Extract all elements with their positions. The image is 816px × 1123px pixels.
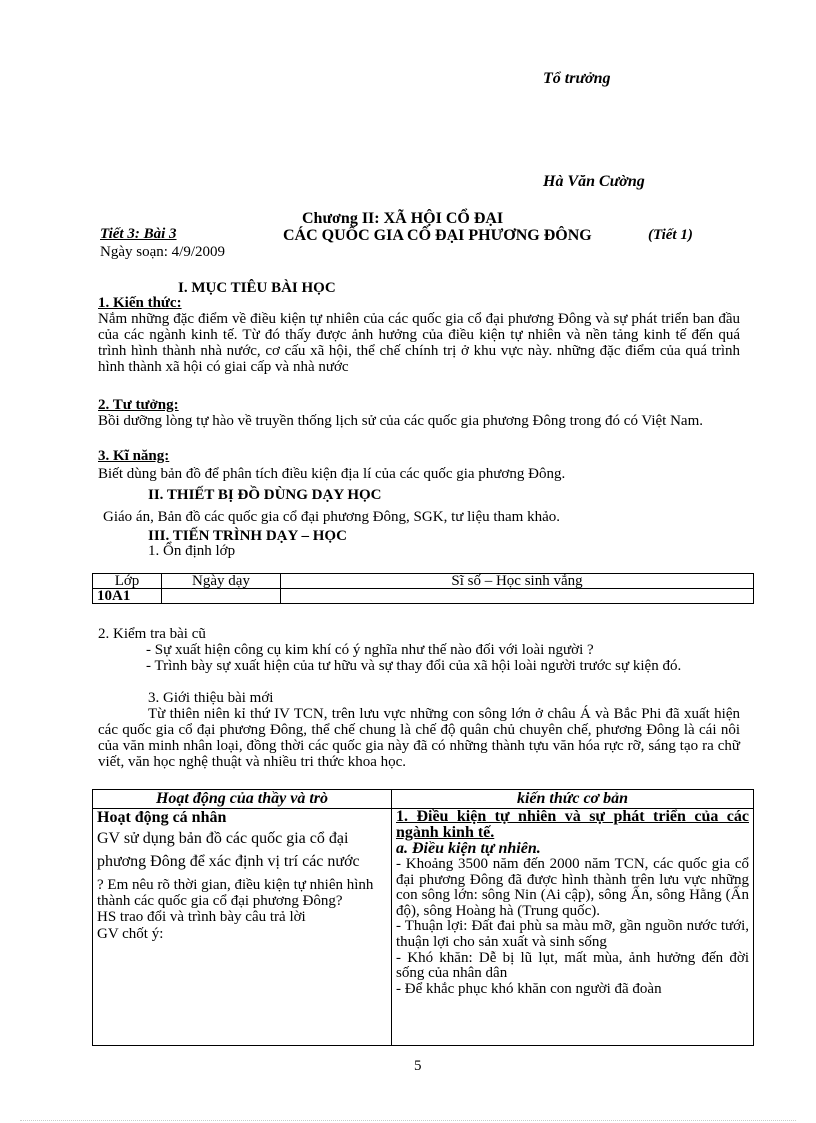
activity-column-header: Hoạt động của thầy và trò — [93, 790, 392, 809]
knowledge-subtitle: a. Điều kiện tự nhiên. — [396, 840, 541, 857]
table-row — [93, 809, 754, 1046]
thought-heading: 2. Tư tưởng: — [98, 397, 179, 413]
cell-date — [162, 589, 281, 604]
step1-heading: 1. Ổn định lớp — [148, 543, 236, 559]
table-row — [93, 589, 754, 604]
activity-title: Hoạt động cá nhân — [97, 809, 227, 826]
activity-p4: GV chốt ý: — [97, 926, 164, 942]
signature-role: Tổ trưởng — [543, 70, 611, 87]
class-table — [92, 573, 754, 604]
activity-p2: ? Em nêu rõ thời gian, điều kiện tự nhiên hình thành các quốc gia cổ đại phương Đông? — [97, 877, 374, 909]
review-q1: - Sự xuất hiện công cụ kim khí có ý nghĩa như thế nào đối với loài người ? — [146, 642, 594, 658]
knowledge-p3: - Khó khăn: Dễ bị lũ lụt, mất mùa, ảnh hưởng đến đời sống của nhân dân — [396, 949, 749, 982]
knowledge-heading: 1. Kiến thức: — [98, 295, 182, 311]
header-cell-class: Lớp — [93, 574, 162, 589]
review-q2: - Trình bày sự xuất hiện của tư hữu và sự thay đổi của xã hội loài người trước sự kiện đó. — [146, 658, 682, 674]
lesson-activity-table — [92, 789, 754, 1046]
header-cell-attendance: Sĩ số – Học sinh vắng — [281, 574, 754, 589]
intro-heading: 3. Giới thiệu bài mới — [148, 690, 274, 706]
signature-name: Hà Văn Cường — [543, 173, 645, 190]
main-table-header — [93, 790, 754, 809]
section2-heading: II. THIẾT BỊ ĐỒ DÙNG DẠY HỌC — [148, 487, 382, 503]
review-heading: 2. Kiểm tra bài cũ — [98, 626, 206, 642]
section1-heading: I. MỤC TIÊU BÀI HỌC — [178, 280, 336, 296]
page-number: 5 — [414, 1058, 422, 1074]
knowledge-text: Nắm những đặc điểm về điều kiện tự nhiên của các quốc gia cổ đại phương Đông và sự phát triển ban đầu của các ngành kinh tế. Từ đó thấy được ảnh hưởng của điều kiện tự nhiên và nền tảng kinh tế đến quá trình hình thành nhà nước, cơ cấu xã hội, thể chế chính trị ở khu vực này. những đặc điểm của quá trình hình thành xã hội có giai cấp và nhà nước — [98, 311, 740, 375]
knowledge-p2: - Thuận lợi: Đất đai phù sa màu mỡ, gần nguồn nước tưới, thuận lợi cho sản xuất và sinh sống — [396, 918, 749, 950]
intro-text: Từ thiên niên kỉ thứ IV TCN, trên lưu vực những con sông lớn ở châu Á và Bắc Phi đã xuất hiện các quốc gia cổ đại phương Đông, thể chế chung là chế độ quân chủ chuyên chế, phương Đông là cái nôi của văn minh nhân loại, đồng thời các quốc gia này đã có những thành tựu văn hóa rực rỡ, sáng tạo ra chữ viết, văn học nghệ thuật và nhiều tri thức khoa học. — [98, 706, 740, 770]
lesson-part: (Tiết 1) — [648, 227, 693, 243]
page-bottom-divider — [20, 1120, 796, 1121]
section3-heading: III. TIẾN TRÌNH DẠY – HỌC — [148, 528, 347, 544]
skill-text: Biết dùng bản đồ để phân tích điều kiện địa lí của các quốc gia phương Đông. — [98, 466, 566, 482]
lesson-date: Ngày soạn: 4/9/2009 — [100, 244, 225, 260]
lesson-number: Tiết 3: Bài 3 — [100, 226, 177, 242]
activity-p1: GV sử dụng bản đồ các quốc gia cổ đại phương Đông để xác định vị trí các nước — [97, 830, 360, 870]
skill-heading: 3. Kĩ năng: — [98, 448, 170, 464]
header-cell-date: Ngày dạy — [162, 574, 281, 589]
activity-p3: HS trao đổi và trình bày câu trả lời — [97, 909, 306, 925]
chapter-title: Chương II: XÃ HỘI CỔ ĐẠI — [302, 210, 504, 227]
knowledge-p1: - Khoảng 3500 năm đến 2000 năm TCN, các quốc gia cổ đại phương Đông đã được hình thành trên lưu vực những con sông lớn: sông Nin (Ai cập), sông Ấn, sông Hằng (Ấn độ), sông Hoàng hà (Trung quốc). — [396, 856, 749, 919]
section2-text: Giáo án, Bản đồ các quốc gia cổ đại phương Đông, SGK, tư liệu tham khảo. — [103, 509, 561, 525]
thought-text: Bồi dưỡng lòng tự hào về truyền thống lịch sử của các quốc gia phương Đông trong đó có Việt Nam. — [98, 413, 704, 429]
cell-class: 10A1 — [93, 589, 162, 604]
knowledge-p4: - Để khắc phục khó khăn con người đã đoàn — [396, 980, 662, 997]
class-table-header — [93, 574, 754, 589]
knowledge-cell — [392, 809, 754, 1046]
lesson-title: CÁC QUỐC GIA CỔ ĐẠI PHƯƠNG ĐÔNG — [283, 227, 592, 244]
cell-attendance — [281, 589, 754, 604]
knowledge-title: 1. Điều kiện tự nhiên và sự phát triển của các ngành kinh tế. — [396, 808, 749, 841]
activity-cell — [93, 809, 392, 1046]
knowledge-column-header: kiến thức cơ bản — [392, 790, 754, 809]
